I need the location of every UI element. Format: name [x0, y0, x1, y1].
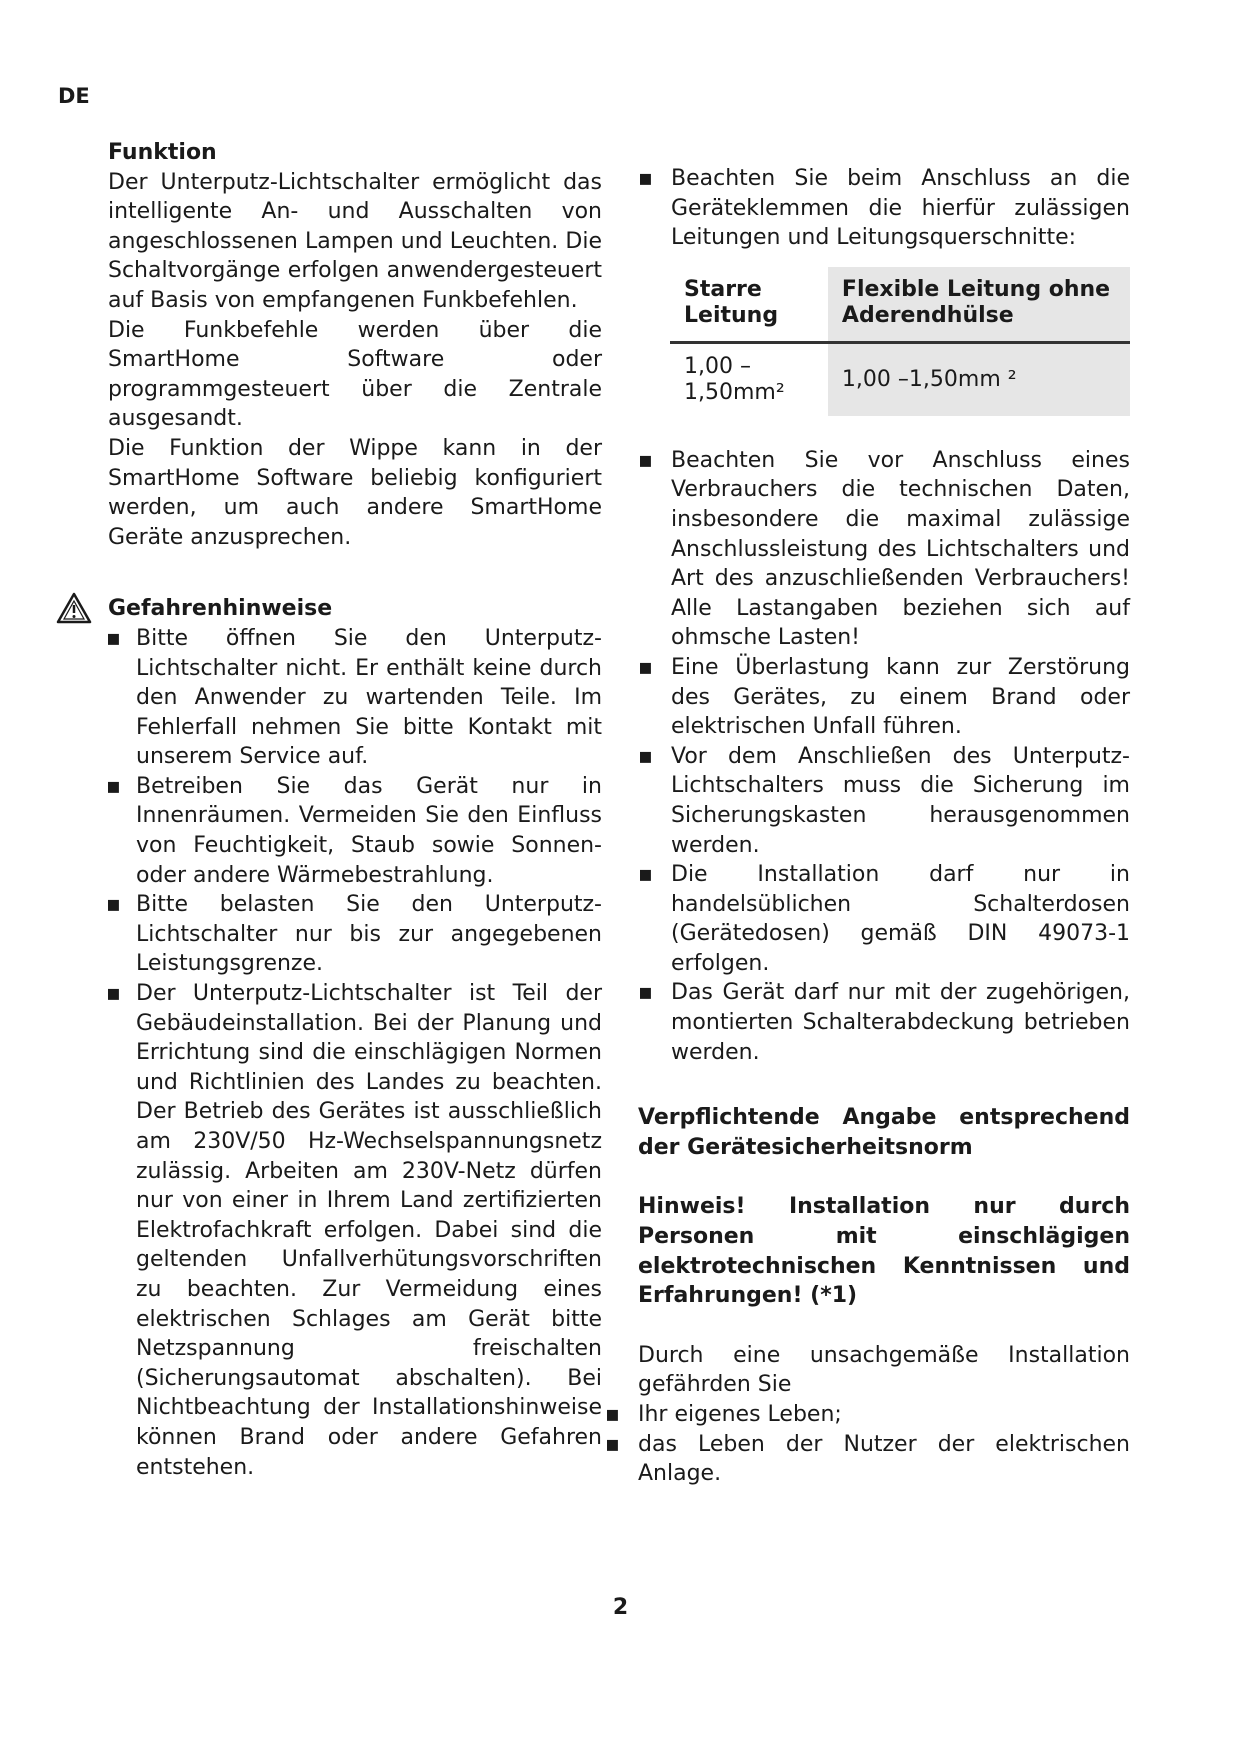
- installation-hint: Hinweis! Installation nur durch Personen mit einschlägigen elektrotechnischen Kenntnissen und Erfahrungen! (*1): [638, 1194, 1130, 1309]
- note-item: ▪ Eine Überlastung kann zur Zerstörung des Gerätes, zu einem Brand oder elektrischen Unfall führen.: [638, 653, 1130, 742]
- left-column: [108, 138, 602, 1482]
- function-heading: Funktion: [108, 140, 217, 165]
- danger-item: ▪ Ihr eigenes Leben;: [605, 1400, 1130, 1430]
- note-item: ▪ Vor dem Anschließen des Unterputz-Lichtschalters muss die Sicherung im Sicherungskasten herausgenommen werden.: [638, 742, 1130, 860]
- page-number: 2: [612, 1595, 629, 1620]
- danger-list: [605, 1400, 1130, 1489]
- wire-table-row: [670, 342, 1130, 416]
- note-item: ▪ Das Gerät darf nur mit der zugehörigen, montierten Schalterabdeckung betrieben werden.: [638, 978, 1130, 1067]
- notes-list: [638, 446, 1130, 1067]
- function-paragraph: Der Unterputz-Lichtschalter ermöglicht das intelligente An- und Ausschalten von angeschlossenen Lampen und Leuchten. Die Schaltvorgänge erfolgen anwendergesteuert auf Basis von empfangenen Funkbefehlen.: [108, 169, 602, 313]
- hazard-item: ▪ Der Unterputz-Lichtschalter ist Teil der Gebäudeinstallation. Bei der Planung und Errichtung sind die einschlägigen Normen und Richtlinien des Landes zu beachten. Der Betrieb des Gerätes ist ausschließlich am 230V/50 Hz-Wechselspannungsnetz zulässig. Arbeiten am 230V-Netz dürfen nur von einer in Ihrem Land zertifizierten Elektrofachkraft erfolgen. Dabei sind die geltenden Unfallverhütungsvorschriften zu beachten. Zur Vermeidung eines elektrischen Schlages am Gerät bitte Netzspannung freischalten (Sicherungsautomat abschalten). Bei Nichtbeachtung der Installationshinweise können Brand oder andere Gefahren entstehen.: [106, 979, 602, 1482]
- danger-intro: Durch eine unsachgemäße Installation gefährden Sie: [638, 1342, 1130, 1398]
- hazards-heading: [108, 594, 602, 624]
- hazard-item: ▪ Bitte öffnen Sie den Unterputz-Lichtschalter nicht. Er enthält keine durch den Anwender zu wartenden Teile. Im Fehlerfall nehmen Sie bitte Kontakt mit unserem Service auf.: [106, 624, 602, 772]
- hazards-heading-label: Gefahrenhinweise: [108, 596, 333, 622]
- function-paragraph: Die Funkbefehle werden über die SmartHome Software oder programmgesteuert über die Zentrale ausgesandt.: [108, 317, 602, 432]
- wire-table-cell-rigid: 1,00 –1,50mm²: [684, 353, 785, 405]
- hazard-item: ▪ Bitte belasten Sie den Unterputz-Lichtschalter nur bis zur angegebenen Leistungsgrenze.: [106, 890, 602, 979]
- right-column: [638, 164, 1130, 1489]
- connection-note: ▪ Beachten Sie beim Anschluss an die Geräteklemmen die hierfür zulässigen Leitungen und Leitungsquerschnitte:: [638, 164, 1130, 253]
- hazard-list: [108, 624, 602, 1482]
- wire-table-cell-flexible: 1,00 –1,50mm ²: [828, 342, 1130, 416]
- wire-table-header-flexible: Flexible Leitung ohne Aderendhülse: [828, 267, 1130, 343]
- norm-heading: Verpflichtende Angabe entsprechend der Gerätesicherheitsnorm: [638, 1105, 1130, 1160]
- warning-triangle-icon: [56, 592, 92, 624]
- danger-item: ▪ das Leben der Nutzer der elektrischen Anlage.: [605, 1430, 1130, 1489]
- hazard-item: ▪ Betreiben Sie das Gerät nur in Innenräumen. Vermeiden Sie den Einfluss von Feuchtigkeit, Staub sowie Sonnen- oder andere Wärmebestrahlung.: [106, 772, 602, 890]
- connection-list: [638, 164, 1130, 253]
- note-item: ▪ Beachten Sie vor Anschluss eines Verbrauchers die technischen Daten, insbesondere die maximal zulässige Anschlussleistung des Lichtschalters und Art des anzuschließenden Verbrauchers! Alle Lastangaben beziehen sich auf ohmsche Lasten!: [638, 446, 1130, 653]
- note-item: ▪ Die Installation darf nur in handelsüblichen Schalterdosen (Gerätedosen) gemäß DIN 49073-1 erfolgen.: [638, 860, 1130, 978]
- wire-table-header-rigid: Starre Leitung: [670, 267, 828, 343]
- language-label: DE: [58, 84, 90, 108]
- function-paragraph: Die Funktion der Wippe kann in der SmartHome Software beliebig konfiguriert werden, um auch andere SmartHome Geräte anzusprechen.: [108, 435, 602, 550]
- wire-table: [670, 267, 1130, 416]
- wire-table-header-row: [670, 267, 1130, 343]
